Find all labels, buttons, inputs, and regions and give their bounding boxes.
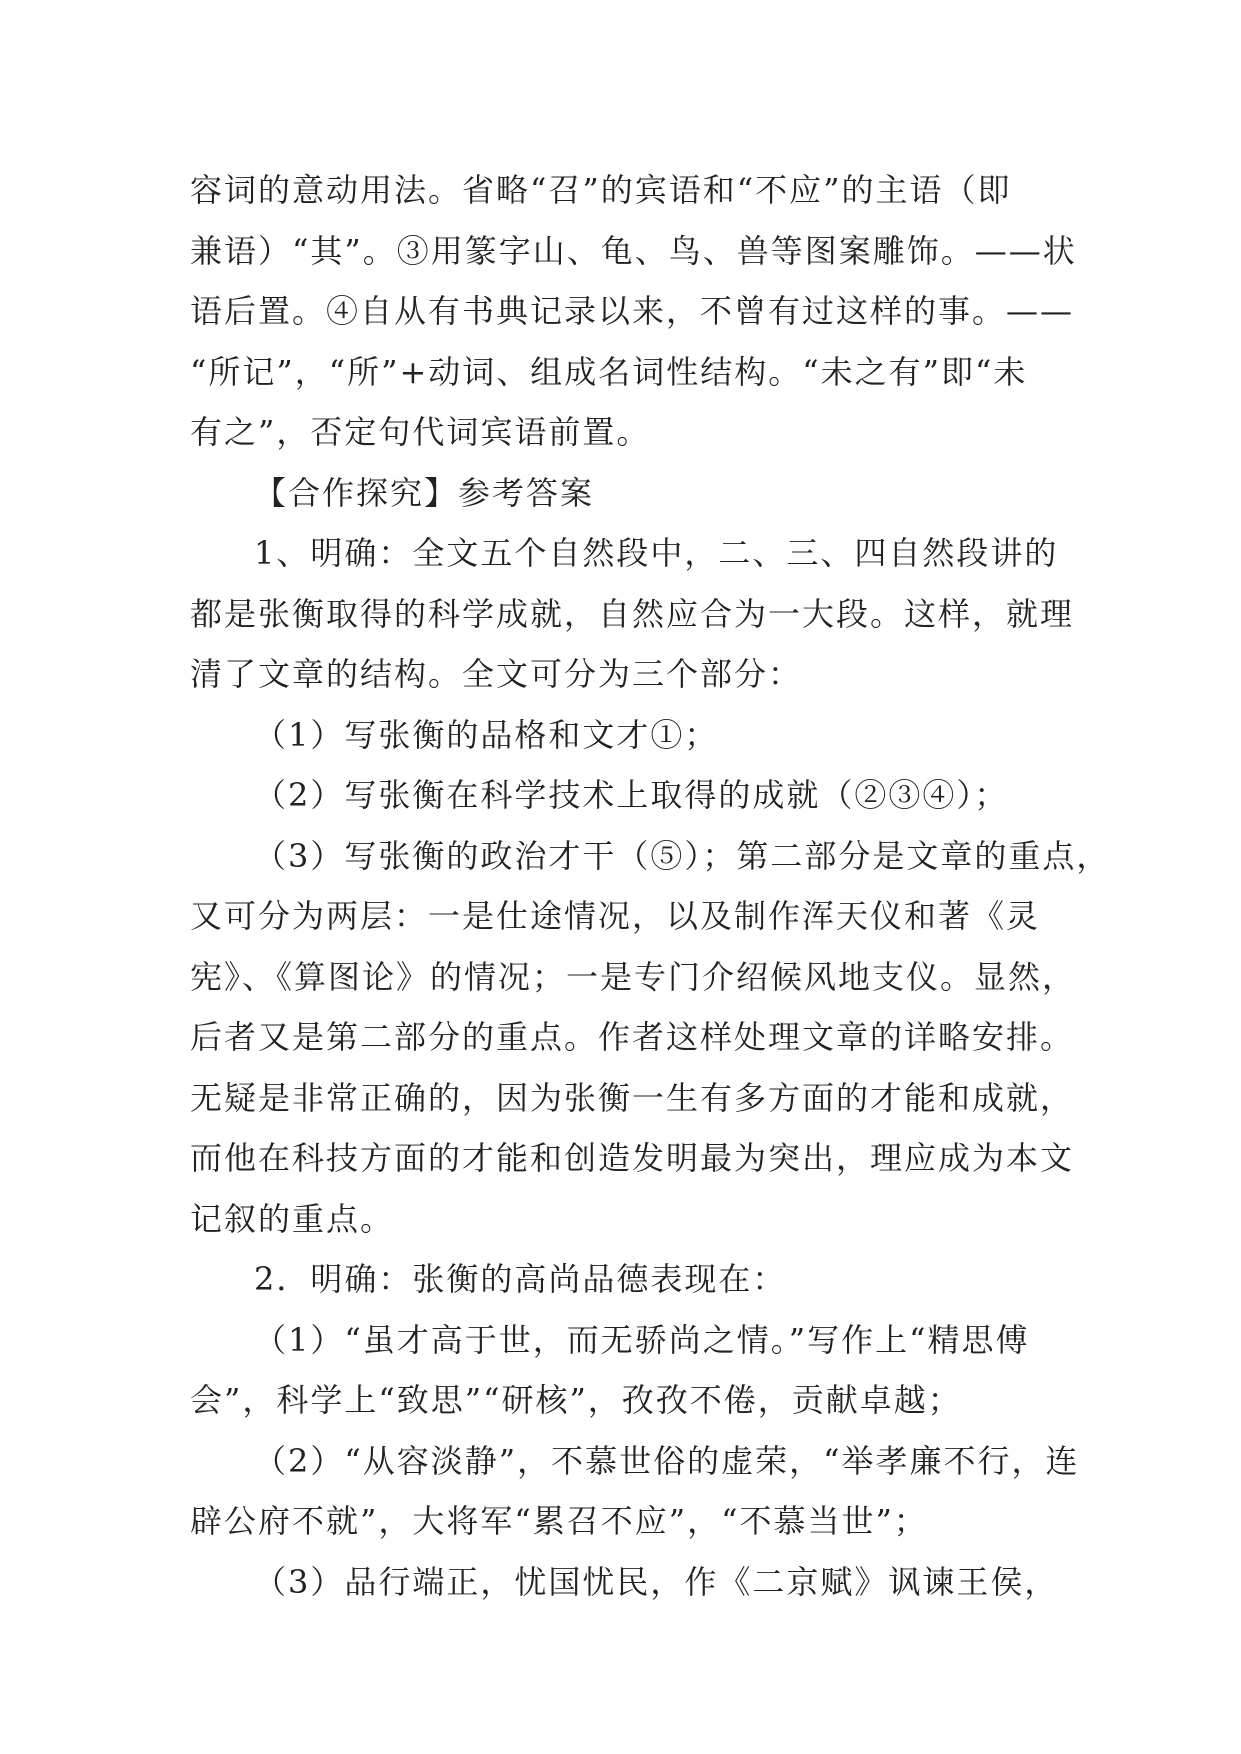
text-line: 又可分为两层：一是仕途情况，以及制作浑天仪和著《灵 (190, 897, 1041, 935)
list-item: （2）“从容淡静”，不慕世俗的虚荣，“举孝廉不行，连 (254, 1441, 1080, 1480)
text-line: 辟公府不就”，大将军“累召不应”，“不慕当世”； (190, 1502, 928, 1540)
text-line: 有之”，否定句代词宾语前置。 (190, 413, 651, 451)
text-line: 记叙的重点。 (190, 1199, 395, 1238)
text-line: 而他在科技方面的才能和创造发明最为突出，理应成为本文 (190, 1139, 1075, 1177)
text-line: 1、明确：全文五个自然段中，二、三、四自然段讲的 (254, 534, 1059, 572)
list-item: （3）写张衡的政治才干（⑤）；第二部分是文章的重点， (254, 836, 1111, 875)
text-line: 兼语）“其”。③用篆字山、龟、鸟、兽等图案雕饰。——状 (190, 231, 1077, 270)
text-line: 都是张衡取得的科学成就，自然应合为一大段。这样，就理 (190, 594, 1075, 633)
text-line: 会”，科学上“致思”“研核”，孜孜不倦，贡献卓越； (190, 1381, 962, 1419)
list-item: （2）写张衡在科学技术上取得的成就（②③④）； (254, 776, 1009, 814)
text-line: 无疑是非常正确的，因为张衡一生有多方面的才能和成就， (190, 1078, 1075, 1117)
text-line: 后者又是第二部分的重点。作者这样处理文章的详略安排。 (190, 1018, 1075, 1056)
text-line: 宪》、《算图论》的情况；一是专门介绍候风地支仪。显然， (190, 957, 1077, 996)
text-line: “所记”，“所”+动词、组成名词性结构。“未之有”即“未 (190, 352, 1028, 391)
text-line: 清了文章的结构。全文可分为三个部分： (190, 655, 803, 693)
section-heading: 【合作探究】参考答案 (254, 473, 595, 512)
text-line: 容词的意动用法。省略“召”的宾语和“不应”的主语（即 (190, 171, 1012, 209)
list-item: （1）“虽才高于世，而无骄尚之情。”写作上“精思傅 (254, 1320, 1030, 1359)
text-line: 语后置。④自从有书典记录以来，不曾有过这样的事。—— (190, 292, 1075, 330)
list-item: （1）写张衡的品格和文才①； (254, 715, 719, 754)
list-item: （3）品行端正，忧国忧民，作《二京赋》讽谏王侯， (254, 1562, 1059, 1601)
document-body (190, 160, 1111, 1612)
text-line: 2．明确：张衡的高尚品德表现在： (254, 1260, 787, 1298)
